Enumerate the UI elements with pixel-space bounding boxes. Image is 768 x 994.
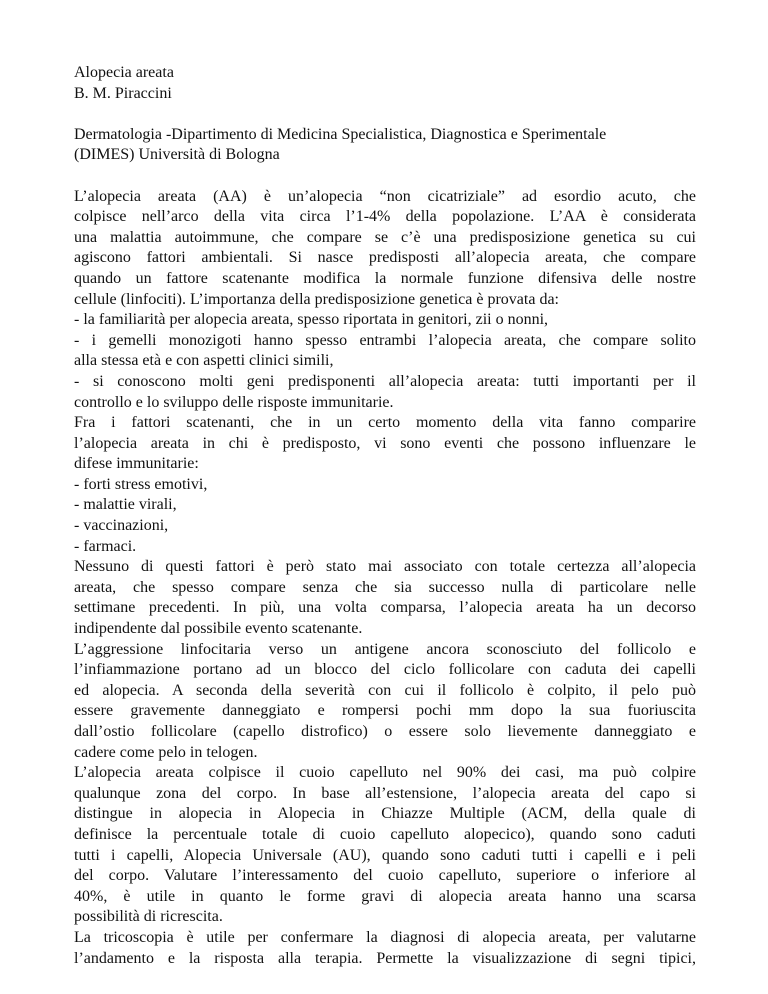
body-line: cellule (linfociti). L’importanza della predisposizione genetica è provata da: — [74, 290, 559, 308]
body-line: l’infiammazione portano ad un blocco del ciclo follicolare con caduta dei capelli — [74, 661, 696, 679]
body-line: l’alopecia areata in chi è predisposto, vi sono eventi che possono influenzare le — [74, 434, 696, 452]
body-line: difese immunitarie: — [74, 455, 199, 473]
body-line: 40%, è utile in quanto le forme gravi di alopecia areata hanno una scarsa — [74, 887, 696, 905]
body-line: Nessuno di questi fattori è però stato mai associato con totale certezza all’alopecia — [74, 558, 696, 576]
body-line: dall’ostio follicolare (capello distrofico) o essere solo lievemente danneggiato e — [74, 723, 696, 740]
body-line: tutti i capelli, Alopecia Universale (AU), quando sono caduti tutti i capelli e i peli — [74, 846, 696, 864]
body-line: cadere come pelo in telogen. — [74, 743, 258, 761]
body-line: - forti stress emotivi, — [74, 475, 208, 493]
body-line: essere gravemente danneggiato e rompersi pochi mm dopo la sua fuoriuscita — [74, 702, 696, 720]
body-line: ed alopecia. A seconda della severità con cui il follicolo è colpito, il pelo può — [74, 681, 696, 699]
body-line: - si conoscono molti geni predisponenti all’alopecia areata: tutti importanti per il — [74, 372, 696, 390]
body-line: L’aggressione linfocitaria verso un antigene ancora sconosciuto del follicolo e — [74, 640, 696, 658]
body-line: definisce la percentuale totale di cuoio capelluto alopecico), quando sono caduti — [74, 825, 696, 843]
body-line: - i gemelli monozigoti hanno spesso entrambi l’alopecia areata, che compare solito — [74, 331, 696, 349]
body-line: una malattia autoimmune, che compare se c’è una predisposizione genetica su cui — [74, 228, 696, 246]
body-line: La tricoscopia è utile per confermare la diagnosi di alopecia areata, per valutarne — [74, 928, 696, 946]
affiliation-line: (DIMES) Università di Bologna — [74, 146, 280, 164]
body-line: possibilità di ricrescita. — [74, 908, 223, 926]
body-line: settimane precedenti. In più, una volta comparsa, l’alopecia areata ha un decorso — [74, 599, 696, 617]
body-line: - la familiarità per alopecia areata, spesso riportata in genitori, zii o nonni, — [74, 311, 549, 329]
body-line: L’alopecia areata colpisce il cuoio capelluto nel 90% dei casi, ma può colpire — [74, 764, 696, 782]
body-line: Fra i fattori scatenanti, che in un certo momento della vita fanno comparire — [74, 414, 696, 432]
body-line: qualunque zona del corpo. In base all’estensione, l’alopecia areata del capo si — [74, 784, 696, 802]
body-line: agiscono fattori ambientali. Si nasce predisposti all’alopecia areata, che compare — [74, 249, 696, 267]
body-line: controllo e lo sviluppo delle risposte immunitarie. — [74, 393, 394, 411]
body-line: - malattie virali, — [74, 496, 177, 514]
affiliation-line: Dermatologia -Dipartimento di Medicina Specialistica, Diagnostica e Sperimentale — [74, 125, 607, 143]
document-title: Alopecia areata — [74, 64, 174, 81]
body-line: quando un fattore scatenante modifica la normale funzione difensiva delle nostre — [74, 269, 696, 287]
body-line: - vaccinazioni, — [74, 517, 169, 535]
document-author: B. M. Piraccini — [74, 84, 172, 102]
body-line: l’andamento e la risposta alla terapia. Permette la visualizzazione di segni tipici, — [74, 949, 696, 967]
body-line: - farmaci. — [74, 537, 137, 555]
body-line: areata, che spesso compare senza che sia successo nulla di particolare nelle — [74, 578, 696, 596]
body-line: del corpo. Valutare l’interessamento del cuoio capelluto, superiore o inferiore al — [74, 867, 696, 885]
spacer — [74, 166, 696, 187]
document-page — [74, 63, 696, 969]
body-line: indipendente dal possibile evento scatenante. — [74, 620, 363, 638]
body-line: alla stessa età e con aspetti clinici simili, — [74, 352, 334, 370]
body-text — [74, 187, 696, 970]
body-line: L’alopecia areata (AA) è un’alopecia “non cicatriziale” ad esordio acuto, che — [74, 187, 696, 205]
spacer — [74, 104, 696, 125]
body-line: colpisce nell’arco della vita circa l’1-4% della popolazione. L’AA è considerata — [74, 208, 696, 226]
body-line: distingue in alopecia in Alopecia in Chiazze Multiple (ACM, della quale di — [74, 805, 696, 823]
